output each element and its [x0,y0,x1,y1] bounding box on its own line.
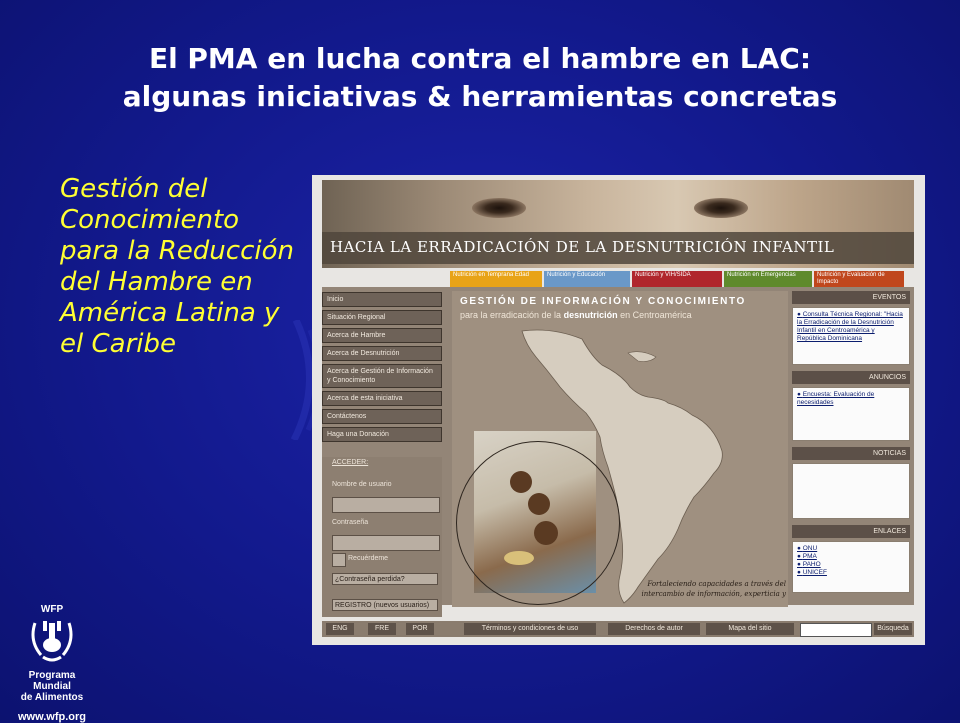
remember-label: Recuérdeme [348,555,389,562]
sub-bold-text: desnutrición [563,310,618,320]
enlaces-item-unicef[interactable]: ● UNICEF [797,569,827,576]
enlaces-item-pma[interactable]: ● PMA [797,553,817,560]
slide-title [0,40,960,116]
tab-vih-sida[interactable]: Nutrición y VIH/SIDA [632,271,722,287]
nav-desnutricion[interactable]: Acerca de Desnutrición [322,346,442,361]
nav-contactenos[interactable]: Contáctenos [322,409,442,424]
tab-temprana-edad[interactable]: Nutrición en Temprana Edad [450,271,542,287]
main-tagline: Fortaleciendo capacidades a través del intercambio de información, experticia y [641,580,786,598]
slide-subtitle: Gestión del Conocimiento para la Reducción del Hambre en América Latina y el Caribe [60,174,294,359]
copyright-link[interactable]: Derechos de autor [608,623,700,635]
nav-situacion-regional[interactable]: Situación Regional [322,310,442,325]
logo-url[interactable]: www.wfp.org [17,711,87,723]
nav-inicio[interactable]: Inicio [322,292,442,307]
logo-name-line: Programa [28,670,76,681]
link-text[interactable]: PMA [802,553,817,560]
username-label: Nombre de usuario [332,481,392,488]
nav-iniciativa[interactable]: Acerca de esta iniciativa [322,391,442,406]
link-text[interactable]: UNICEF [802,569,827,576]
wfp-logo [8,604,96,723]
anuncios-box [792,387,910,441]
title-line-1: El PMA en lucha contra el hambre en LAC: [148,42,812,75]
eye-right-icon [694,198,748,218]
title-line-2: algunas iniciativas & herramientas concretas [122,80,838,113]
password-field[interactable] [332,535,440,551]
tab-evaluacion-impacto[interactable]: Nutrición y Evaluación de Impacto [814,271,904,287]
anuncios-item[interactable]: ● Encuesta: Evaluación de necesidades [797,391,875,406]
eventos-box [792,307,910,365]
tab-educacion[interactable]: Nutrición y Educación [544,271,630,287]
nav-gestion[interactable]: Acerca de Gestión de Información y Conocimiento [322,364,442,388]
link-text[interactable]: PAHO [802,561,821,568]
enlaces-box [792,541,910,593]
category-tabs [450,271,906,287]
sitemap-link[interactable]: Mapa del sitio [706,623,794,635]
eventos-item[interactable]: ● Consulta Técnica Regional: "Hacia la Erradicación de la Desnutrición Infantil en Centroamérica y República Dominicana [797,311,903,342]
logo-name [8,670,96,703]
anuncios-heading: ANUNCIOS [792,371,910,384]
banner [322,180,914,268]
enlaces-heading: ENLACES [792,525,910,538]
wfp-wreath-icon [27,615,77,663]
logo-name-line: de Alimentos [20,692,84,703]
sub-text: en Centroamérica [620,310,692,320]
logo-name-line: Mundial [33,681,71,692]
nav-hambre[interactable]: Acerca de Hambre [322,328,442,343]
noticias-heading: NOTICIAS [792,447,910,460]
tab-emergencias[interactable]: Nutrición en Emergencias [724,271,812,287]
lost-password-link[interactable]: ¿Contraseña perdida? [332,573,438,585]
main-subtitle [460,310,692,320]
eye-left-icon [472,198,526,218]
enlaces-item-paho[interactable]: ● PAHO [797,561,821,568]
nav-donacion[interactable]: Haga una Donación [322,427,442,442]
sidebar-nav [322,292,442,445]
search-input[interactable] [800,623,872,637]
lang-eng-button[interactable]: ENG [326,623,354,635]
right-column [792,291,910,599]
sub-text: para la erradicación de la [460,310,562,320]
password-label: Contraseña [332,519,369,526]
eventos-item-text[interactable]: Consulta Técnica Regional: "Hacia la Erradicación de la Desnutrición Infantil en Centroamérica y República Dominicana [797,311,903,342]
link-text[interactable]: ONU [802,545,818,552]
banner-title: HACIA LA ERRADICACIÓN DE LA DESNUTRICIÓN INFANTIL [330,238,835,256]
noticias-box [792,463,910,519]
main-map-area [452,291,788,607]
remember-checkbox[interactable] [332,553,346,567]
terms-link[interactable]: Términos y condiciones de uso [464,623,596,635]
main-title: GESTIÓN DE INFORMACIÓN Y CONOCIMIENTO [460,296,746,307]
login-heading[interactable]: ACCEDER: [332,459,369,466]
eventos-heading: EVENTOS [792,291,910,304]
search-button[interactable]: Búsqueda [874,623,912,635]
logo-top-text: WFP [40,604,64,615]
lang-por-button[interactable]: POR [406,623,434,635]
register-link[interactable]: REGISTRO (nuevos usuarios) [332,599,438,611]
anuncios-item-text[interactable]: Encuesta: Evaluación de necesidades [797,391,875,406]
login-panel [322,457,442,617]
username-field[interactable] [332,497,440,513]
website-screenshot [312,175,925,645]
enlaces-item-onu[interactable]: ● ONU [797,545,818,552]
footer-bar [322,621,914,637]
decorative-circle [456,441,620,605]
lang-fre-button[interactable]: FRE [368,623,396,635]
